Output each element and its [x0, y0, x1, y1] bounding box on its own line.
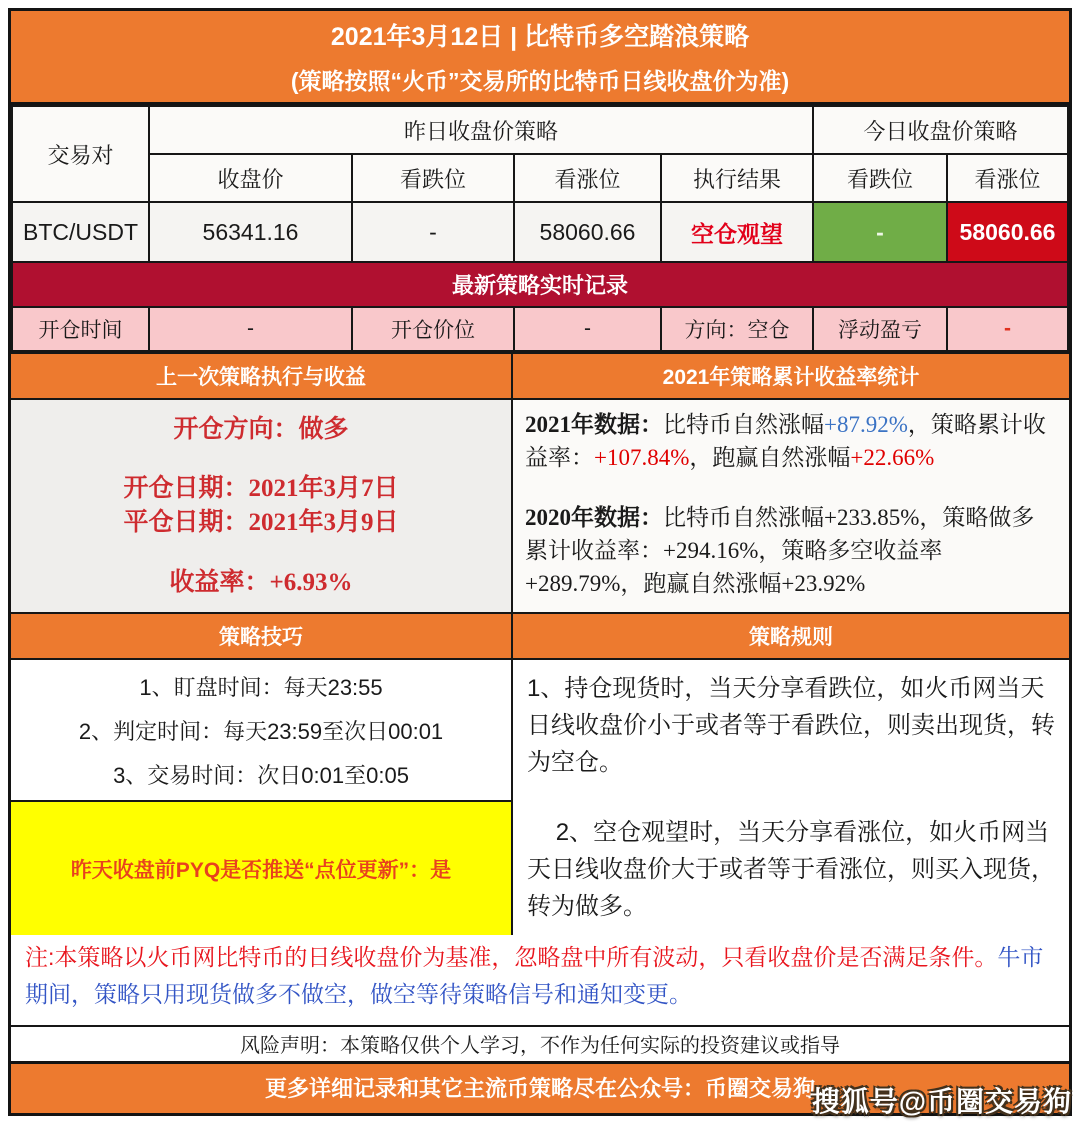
tip-item: 3、交易时间：次日0:01至0:05 [113, 762, 409, 788]
push-status-highlight: 昨天收盘前PYQ是否推送“点位更新”：是 [11, 800, 511, 935]
pnl-value: - [947, 307, 1068, 351]
rule-2: 2、空仓观望时，当天分享看涨位，如火币网当天日线收盘价大于或者等于看涨位，则买入现货，转为做多。 [527, 818, 1055, 920]
live-record-row [12, 307, 1068, 351]
note-red-text: 注:本策略以火币网比特币的日线收盘价为基准，忽略盘中所有波动，只看收盘价是否满足条件。 [25, 944, 998, 970]
col-header-bull: 看涨位 [514, 154, 661, 202]
rule-1: 1、持仓现货时，当天分享看跌位，如火币网当天日线收盘价小于或者等于看跌位，则卖出现货，转为空仓。 [527, 675, 1055, 777]
pnl-label: 浮动盈亏 [813, 307, 947, 351]
bear-value: - [352, 202, 514, 262]
open-price-label: 开仓价位 [352, 307, 514, 351]
tip-item: 2、判定时间：每天23:59至次日00:01 [78, 718, 444, 744]
stats-2021: 2021年数据：比特币自然涨幅+87.92%，策略累计收益率：+107.84%，跑赢自然涨幅+22.66% [525, 412, 1046, 471]
note-row [11, 925, 1069, 1025]
col-header-pair: 交易对 [12, 106, 149, 202]
last-open-date: 开仓日期：2021年3月7日 [123, 475, 399, 503]
col-header-today-bull: 看涨位 [947, 154, 1068, 202]
last-close-date: 平仓日期：2021年3月9日 [123, 509, 399, 536]
result-value: 空仓观望 [661, 202, 813, 262]
last-return: 收益率：+6.93% [169, 568, 353, 596]
open-time-label: 开仓时间 [12, 307, 149, 351]
today-bear-value: - [813, 202, 947, 262]
tips-title: 策略技巧 [11, 612, 513, 660]
strategy-table [11, 105, 1069, 352]
col-header-result: 执行结果 [661, 154, 813, 202]
footer-banner: 更多详细记录和其它主流币策略尽在公众号：币圈交易狗 [11, 1061, 1069, 1113]
col-group-yesterday: 昨日收盘价策略 [149, 106, 813, 154]
col-group-today: 今日收盘价策略 [813, 106, 1068, 154]
today-bull-value: 58060.66 [947, 202, 1068, 262]
last-direction: 开仓方向：做多 [173, 415, 349, 443]
tip-item: 1、盯盘时间：每天23:55 [139, 674, 383, 700]
main-header [11, 11, 1069, 105]
table-row [12, 202, 1068, 262]
stats-2020: 2020年数据：比特币自然涨幅+233.85%，策略做多累计收益率：+294.16%，策略多空收益率+289.79%，跑赢自然涨幅+23.92% [525, 504, 1035, 597]
col-header-close: 收盘价 [149, 154, 352, 202]
live-record-title: 最新策略实时记录 [12, 262, 1068, 307]
col-header-today-bear: 看跌位 [813, 154, 947, 202]
section-headers-1 [11, 352, 1069, 400]
last-strategy-panel [11, 400, 513, 612]
col-header-bear: 看跌位 [352, 154, 514, 202]
rules-title: 策略规则 [513, 612, 1069, 660]
page-subtitle: (策略按照“火币”交易所的比特币日线收盘价为准) [290, 68, 790, 94]
direction-value: 方向：空仓 [661, 307, 813, 351]
close-value: 56341.16 [149, 202, 352, 262]
bull-value: 58060.66 [514, 202, 661, 262]
tips-panel [11, 660, 513, 935]
stats-panel [513, 400, 1069, 612]
note-blue-text: 牛市期间，策略只用现货做多不做空，做空等待策略信号和通知变更。 [25, 944, 1044, 1007]
pair-value: BTC/USDT [12, 202, 149, 262]
risk-disclaimer: 风险声明：本策略仅供个人学习，不作为任何实际的投资建议或指导 [11, 1025, 1069, 1061]
strategy-sheet [8, 8, 1072, 1116]
page-title: 2021年3月12日 | 比特币多空踏浪策略 [330, 23, 750, 51]
section-headers-2 [11, 612, 1069, 660]
panels-performance [11, 400, 1069, 612]
last-strategy-title: 上一次策略执行与收益 [11, 352, 513, 400]
panels-howto [11, 660, 1069, 925]
stats-title: 2021年策略累计收益率统计 [513, 352, 1069, 400]
open-price-value: - [514, 307, 661, 351]
sohu-watermark: 搜狐号@币圈交易狗 [811, 1086, 1072, 1117]
tips-list [11, 660, 511, 800]
open-time-value: - [149, 307, 352, 351]
rules-panel [513, 660, 1069, 935]
